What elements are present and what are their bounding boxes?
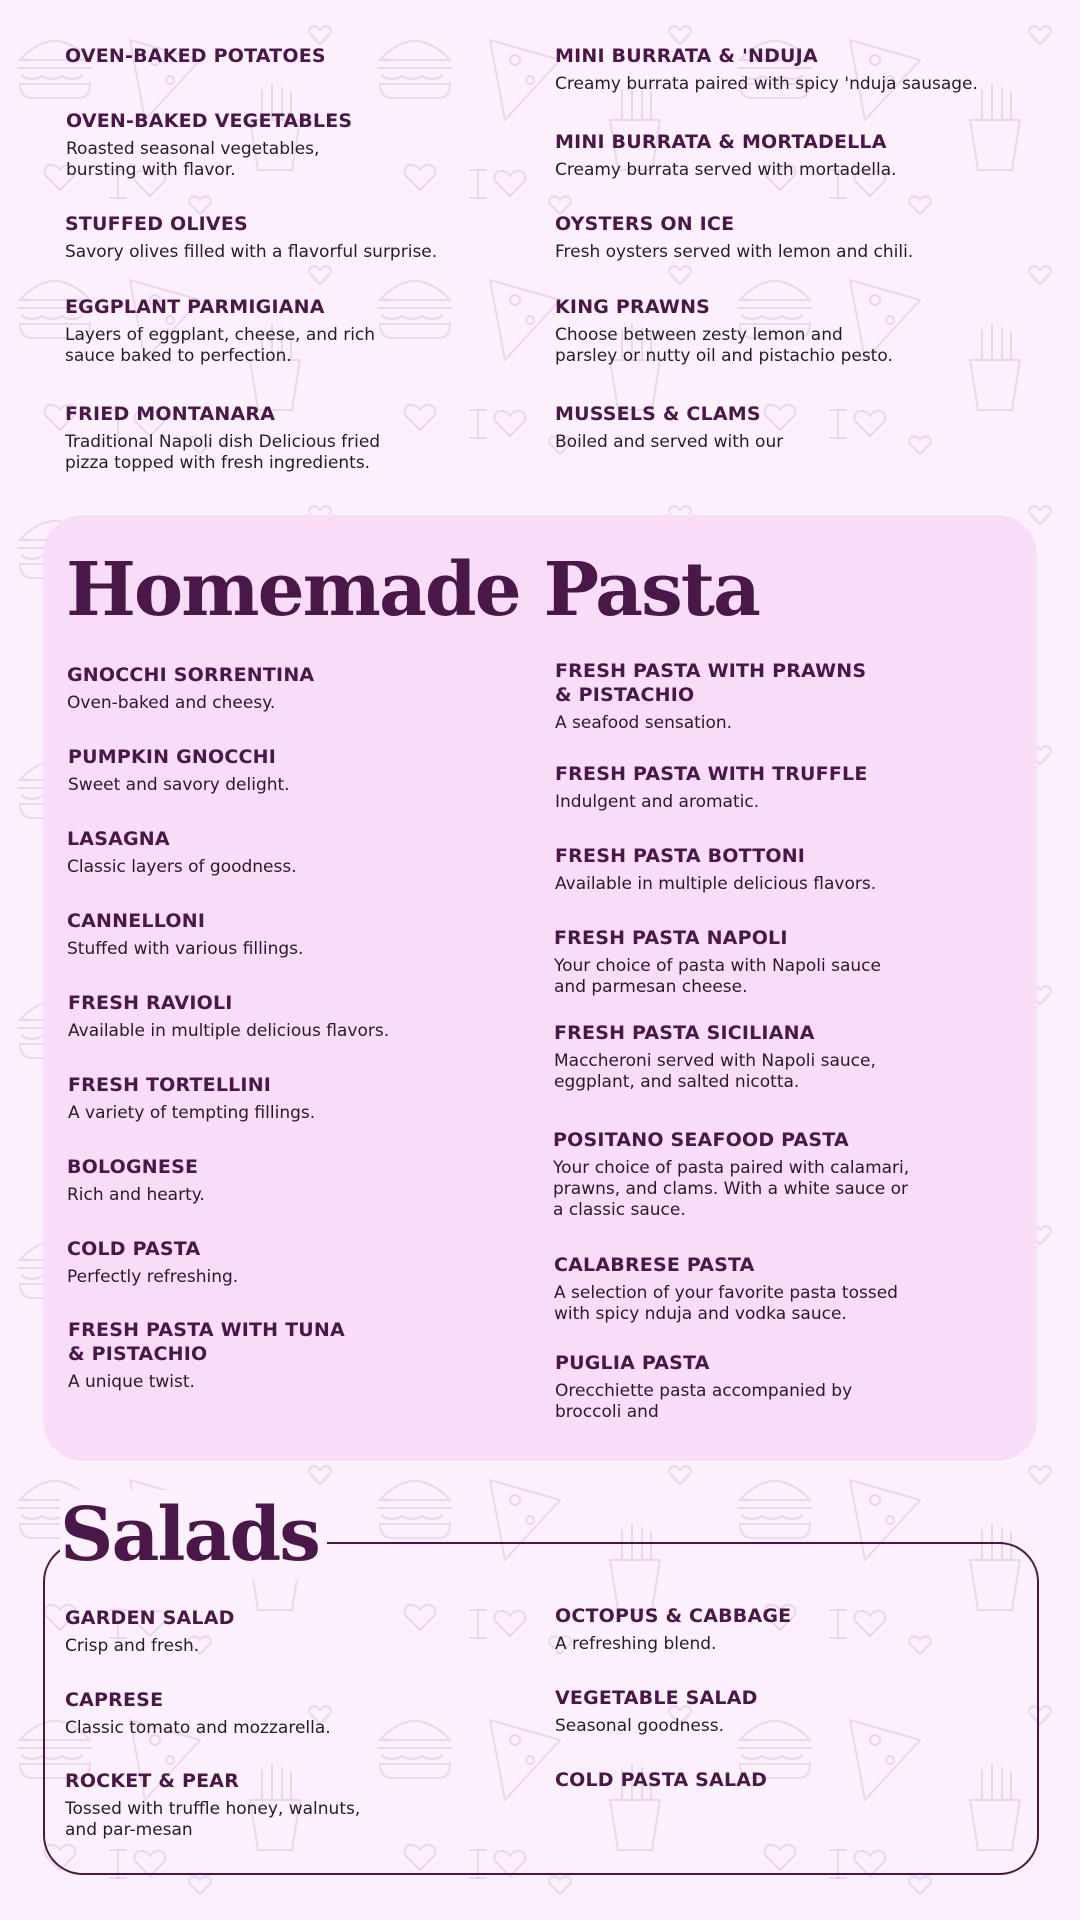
item-description: Orecchiette pasta accompanied by broccoli and (555, 1381, 853, 1422)
menu-item (555, 44, 1025, 95)
item-description: Tossed with truffle honey, walnuts, and par-mesan (65, 1799, 361, 1840)
menu-item (67, 909, 507, 960)
item-name: COLD PASTA SALAD (555, 1769, 768, 1791)
item-description: Roasted seasonal vegetables, bursting with flavor. (66, 139, 320, 180)
menu-item (553, 1128, 1023, 1221)
menu-item (67, 1155, 507, 1206)
menu-item (555, 1686, 1015, 1737)
menu-item (554, 926, 1024, 998)
item-name: MINI BURRATA & 'NDUJA (555, 45, 818, 67)
item-description: A unique twist. (68, 1372, 195, 1392)
item-description: Fresh oysters served with lemon and chili. (555, 242, 914, 262)
item-description: Your choice of pasta paired with calamari, prawns, and clams. With a white sauce or a classic sauce. (553, 1158, 910, 1220)
item-description: Creamy burrata served with mortadella. (555, 160, 897, 180)
item-description: Stuffed with various fillings. (67, 939, 304, 959)
item-description: A seafood sensation. (555, 713, 733, 733)
item-description: Indulgent and aromatic. (555, 792, 760, 812)
item-description: Crisp and fresh. (65, 1636, 200, 1656)
item-description: Your choice of pasta with Napoli sauce and parmesan cheese. (554, 956, 881, 997)
item-description: Sweet and savory delight. (68, 775, 290, 795)
item-description: Classic layers of goodness. (67, 857, 297, 877)
section-title-pasta: Homemade Pasta (66, 547, 759, 633)
item-description: A variety of tempting fillings. (68, 1103, 316, 1123)
menu-item (67, 827, 507, 878)
item-name: FRESH PASTA SICILIANA (554, 1022, 815, 1044)
item-name: OVEN-BAKED POTATOES (65, 45, 326, 67)
item-name: MUSSELS & CLAMS (555, 403, 761, 425)
menu-item (65, 1688, 505, 1739)
menu-item (554, 1253, 1024, 1325)
menu-item (66, 109, 486, 181)
menu-item (555, 130, 1025, 181)
menu-item (555, 212, 1025, 263)
item-name: OVEN-BAKED VEGETABLES (66, 110, 353, 132)
menu-item (65, 212, 505, 263)
menu-item (65, 295, 505, 367)
menu-item (65, 1769, 505, 1841)
item-description: A selection of your favorite pasta tossed with spicy nduja and vodka sauce. (554, 1283, 898, 1324)
item-name: FRESH PASTA NAPOLI (554, 927, 788, 949)
menu-item (68, 991, 508, 1042)
item-description: Rich and hearty. (67, 1185, 205, 1205)
item-name: PUMPKIN GNOCCHI (68, 746, 277, 768)
item-description: Maccheroni served with Napoli sauce, eggplant, and salted nicotta. (554, 1051, 876, 1092)
menu-item (554, 1021, 1024, 1093)
section-title-salads: Salads (60, 1490, 327, 1580)
menu-item (67, 663, 507, 714)
item-name: ROCKET & PEAR (65, 1770, 240, 1792)
item-name: COLD PASTA (67, 1238, 201, 1260)
item-description: Traditional Napoli dish Delicious fried pizza topped with fresh ingredients. (65, 432, 381, 473)
item-name: GNOCCHI SORRENTINA (67, 664, 315, 686)
menu-item (555, 844, 1025, 895)
item-name: CANNELLONI (67, 910, 206, 932)
menu-item (65, 402, 505, 474)
item-name: CAPRESE (65, 1689, 164, 1711)
item-name: FRESH RAVIOLI (68, 992, 233, 1014)
item-name: CALABRESE PASTA (554, 1254, 755, 1276)
item-description: Boiled and served with our (555, 432, 784, 452)
item-name: KING PRAWNS (555, 296, 711, 318)
item-description: Oven-baked and cheesy. (67, 693, 276, 713)
item-name: FRIED MONTANARA (65, 403, 276, 425)
menu-item (555, 295, 1025, 367)
menu-item (555, 1351, 1025, 1423)
menu-item (68, 1318, 508, 1393)
item-description: Layers of eggplant, cheese, and rich sauce baked to perfection. (65, 325, 376, 366)
item-name: FRESH PASTA WITH TRUFFLE (555, 763, 868, 785)
item-description: Savory olives filled with a flavorful surprise. (65, 242, 438, 262)
menu-item (555, 762, 1025, 813)
item-name: FRESH TORTELLINI (68, 1074, 272, 1096)
item-name: FRESH PASTA BOTTONI (555, 845, 806, 867)
item-name: OYSTERS ON ICE (555, 213, 735, 235)
item-name: LASAGNA (67, 828, 170, 850)
item-name: MINI BURRATA & MORTADELLA (555, 131, 887, 153)
item-description: Choose between zesty lemon and parsley or nutty oil and pistachio pesto. (555, 325, 893, 366)
item-description: Seasonal goodness. (555, 1716, 724, 1736)
item-name: POSITANO SEAFOOD PASTA (553, 1129, 849, 1151)
item-name: FRESH PASTA WITH PRAWNS & PISTACHIO (555, 660, 867, 706)
item-name: STUFFED OLIVES (65, 213, 248, 235)
item-name: FRESH PASTA WITH TUNA & PISTACHIO (68, 1319, 345, 1365)
item-description: Available in multiple delicious flavors. (68, 1021, 390, 1041)
item-name: EGGPLANT PARMIGIANA (65, 296, 325, 318)
menu-item (555, 1604, 1015, 1655)
item-name: GARDEN SALAD (65, 1607, 235, 1629)
item-name: BOLOGNESE (67, 1156, 199, 1178)
item-name: VEGETABLE SALAD (555, 1687, 758, 1709)
item-description: A refreshing blend. (555, 1634, 717, 1654)
menu-item (67, 1237, 507, 1288)
menu-item (65, 44, 485, 68)
menu-item (555, 1768, 1015, 1792)
menu-item (68, 745, 508, 796)
item-name: OCTOPUS & CABBAGE (555, 1605, 792, 1627)
menu-item (555, 659, 1025, 734)
menu-item (68, 1073, 508, 1124)
item-description: Classic tomato and mozzarella. (65, 1718, 331, 1738)
item-description: Perfectly refreshing. (67, 1267, 239, 1287)
item-description: Available in multiple delicious flavors. (555, 874, 877, 894)
item-description: Creamy burrata paired with spicy 'nduja sausage. (555, 74, 978, 94)
menu-item (65, 1606, 505, 1657)
item-name: PUGLIA PASTA (555, 1352, 710, 1374)
menu-item (555, 402, 1025, 453)
